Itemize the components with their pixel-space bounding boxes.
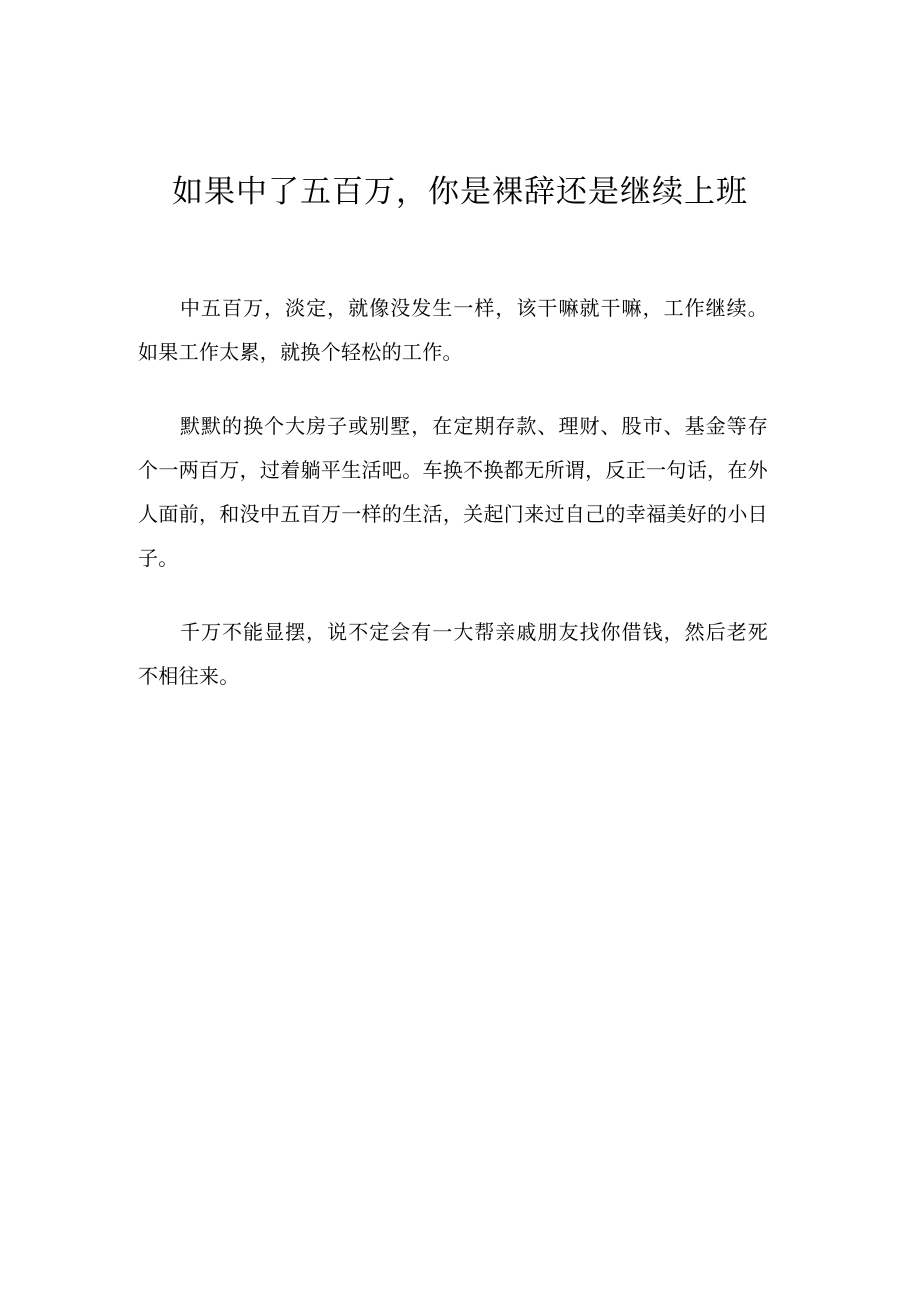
document-body xyxy=(138,286,768,728)
page-title: 如果中了五百万，你是裸辞还是继续上班 xyxy=(172,174,748,210)
paragraph-2: 默默的换个大房子或别墅，在定期存款、理财、股市、基金等存个一两百万，过着躺平生活吧。车换不换都无所谓，反正一句话，在外人面前，和没中五百万一样的生活，关起门来过自己的幸福美好的小日子。 xyxy=(138,414,768,570)
paragraph-1: 中五百万，淡定，就像没发生一样，该干嘛就干嘛，工作继续。如果工作太累，就换个轻松的工作。 xyxy=(138,296,768,364)
paragraph-3: 千万不能显摆，说不定会有一大帮亲戚朋友找你借钱，然后老死不相往来。 xyxy=(138,620,768,688)
